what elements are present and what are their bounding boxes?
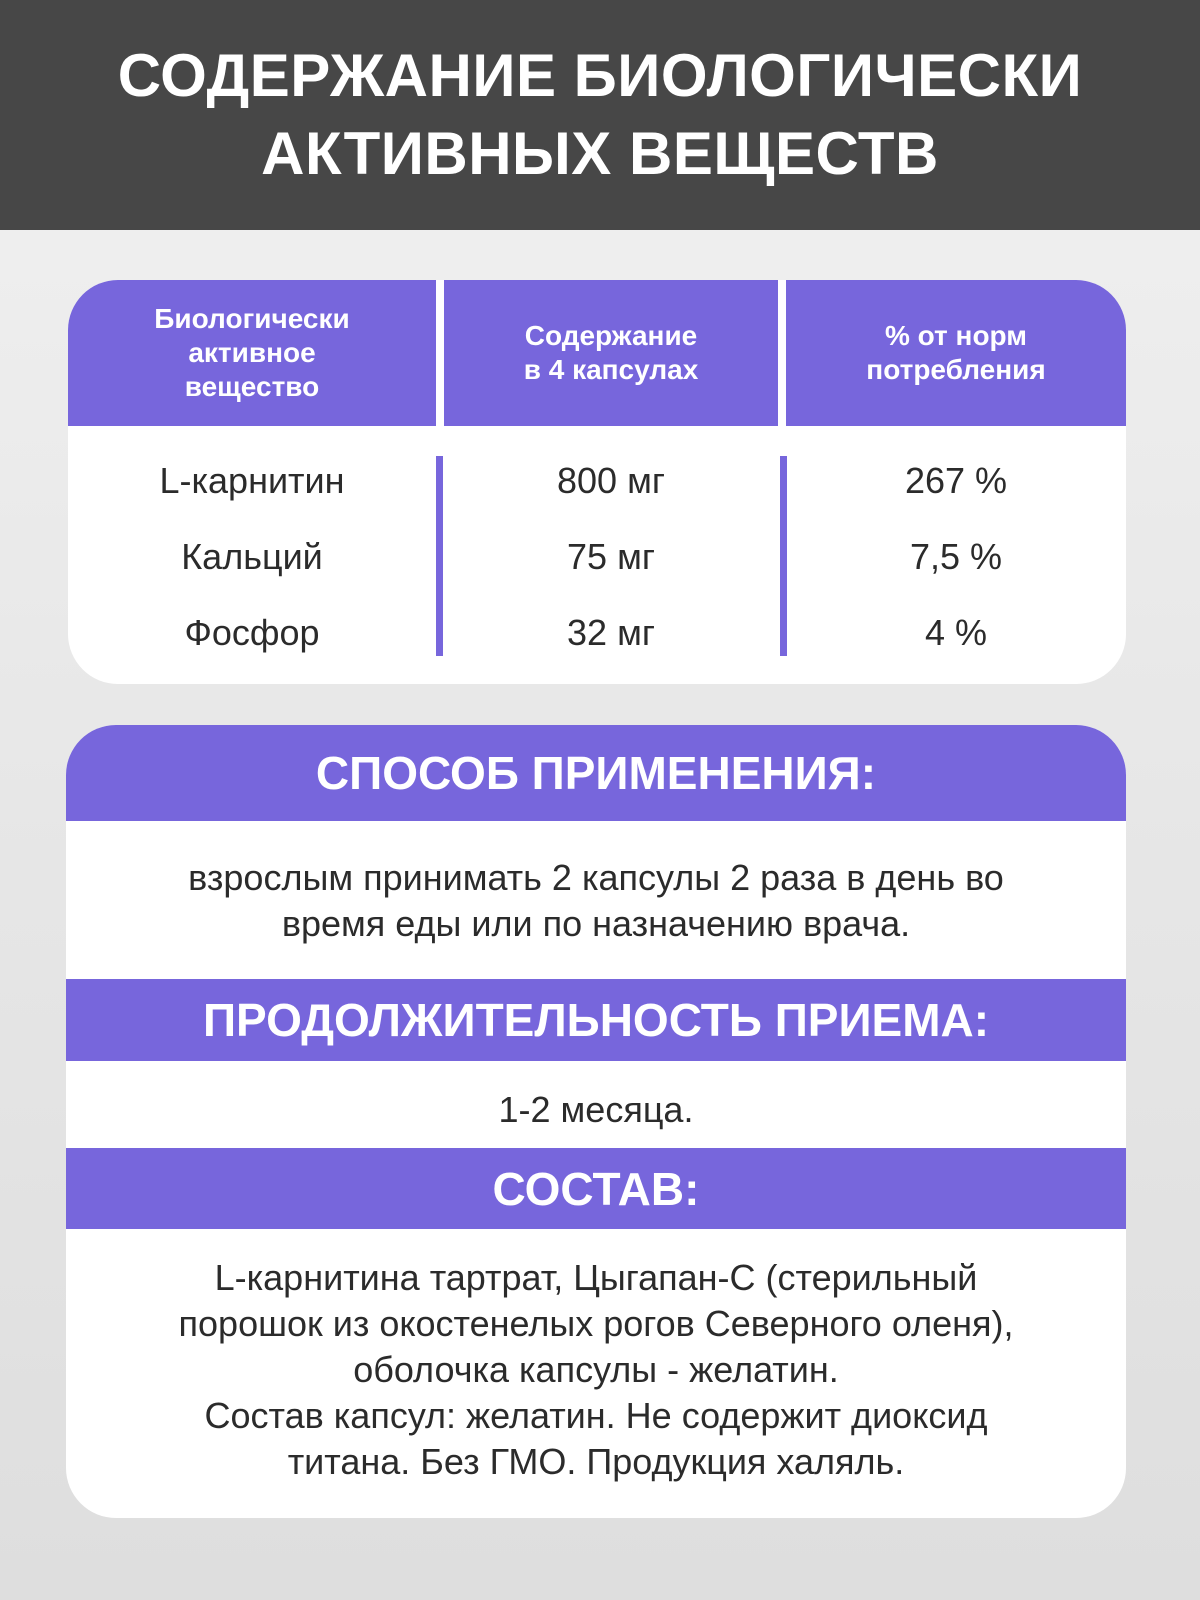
duration-text-line: 1-2 месяца. <box>498 1089 694 1130</box>
page-title-line-1: СОДЕРЖАНИЕ БИОЛОГИЧЕСКИ <box>117 42 1083 109</box>
cell-amount: 32 мг <box>567 612 655 653</box>
usage-text <box>106 855 1086 947</box>
table-header <box>68 280 1126 426</box>
cell-amount: 75 мг <box>567 536 655 577</box>
nutrient-table <box>68 280 1126 684</box>
column-header-percent <box>786 280 1126 426</box>
usage-text-line: время еды или по назначению врача. <box>281 903 911 944</box>
section-title-composition: СОСТАВ: <box>66 1148 1126 1229</box>
usage-info-card <box>66 725 1126 1518</box>
usage-text-line: взрослым принимать 2 капсулы 2 раза в день во <box>188 857 1004 898</box>
column-header-amount <box>444 280 778 426</box>
column-header-text: вещество <box>184 371 320 402</box>
cell-amount: 800 мг <box>557 460 665 501</box>
composition-text-line: титана. Без ГМО. Продукция халяль. <box>287 1441 905 1482</box>
section-title-duration: ПРОДОЛЖИТЕЛЬНОСТЬ ПРИЕМА: <box>66 979 1126 1061</box>
composition-text-line: оболочка капсулы - желатин. <box>353 1349 839 1390</box>
table-body <box>68 426 1126 684</box>
page-header <box>0 0 1200 230</box>
duration-text <box>106 1087 1086 1133</box>
cell-substance: L-карнитин <box>159 460 345 501</box>
column-header-text: % от норм <box>884 320 1028 351</box>
column-header-text: активное <box>188 337 316 368</box>
section-title-usage: СПОСОБ ПРИМЕНЕНИЯ: <box>66 725 1126 821</box>
cell-percent: 4 % <box>924 612 988 653</box>
cell-percent: 267 % <box>904 460 1008 501</box>
composition-text-line: L-карнитина тартрат, Цыгапан-С (стерильный <box>214 1257 978 1298</box>
composition-text-line: Состав капсул: желатин. Не содержит диоксид <box>204 1395 988 1436</box>
column-header-text: в 4 капсулах <box>523 354 699 385</box>
cell-percent: 7,5 % <box>909 536 1003 577</box>
cell-substance: Фосфор <box>184 612 320 653</box>
composition-text-line: порошок из окостенелых рогов Северного оленя), <box>178 1303 1014 1344</box>
column-header-substance <box>68 280 436 426</box>
page-title-line-2: АКТИВНЫХ ВЕЩЕСТВ <box>261 120 939 187</box>
column-header-text: потребления <box>866 354 1046 385</box>
column-header-text: Содержание <box>524 320 698 351</box>
column-divider <box>436 456 443 656</box>
composition-text <box>106 1255 1086 1485</box>
column-header-text: Биологически <box>154 303 350 334</box>
cell-substance: Кальций <box>181 536 323 577</box>
